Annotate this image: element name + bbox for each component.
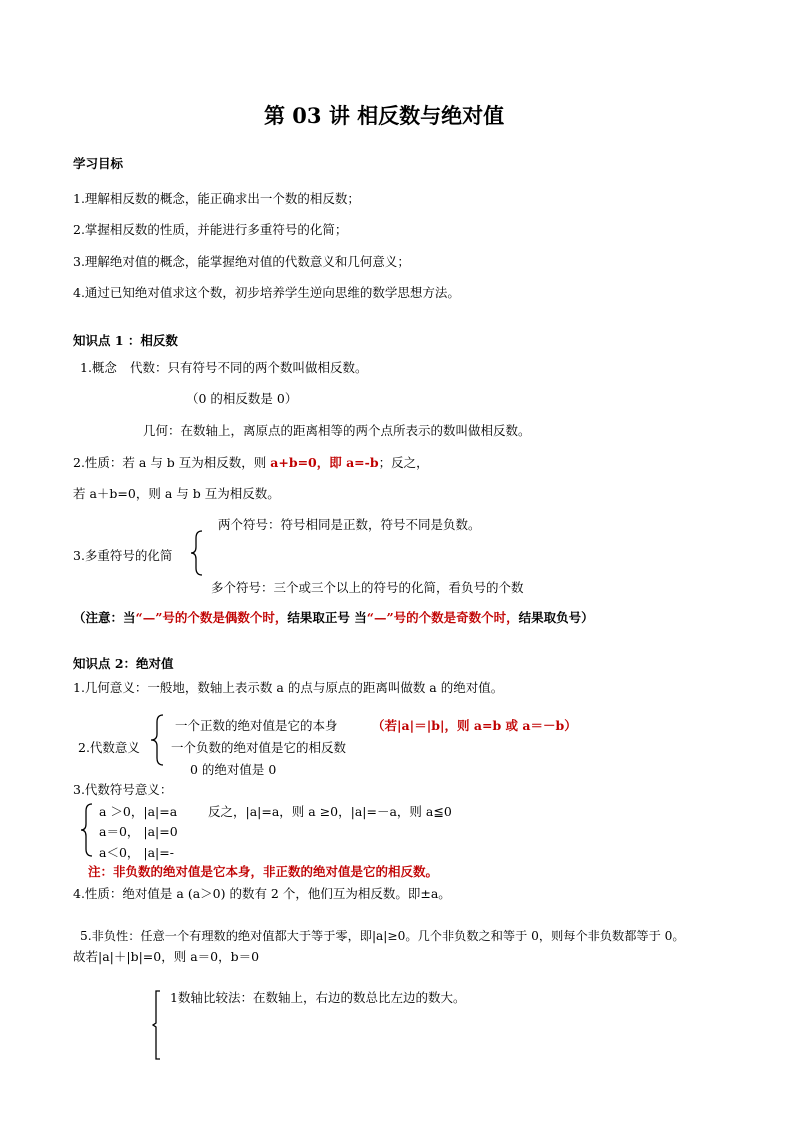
left-brace-icon: [152, 990, 162, 1060]
left-brace-icon: [80, 803, 94, 857]
property-line: [73, 455, 429, 471]
algebraic-meaning-label: 2.代数意义: [78, 740, 140, 755]
positive-abs-rule: 一个正数的绝对值是它的本身: [175, 718, 338, 733]
multi-signs-rule: 多个符号：三个或三个以上的符号的化简，看负号的个数: [211, 580, 524, 595]
number-line-comparison: 1数轴比较法：在数轴上，右边的数总比左边的数大。: [170, 990, 466, 1005]
note-even: “—”号的个数是偶数个时，: [135, 610, 288, 625]
zero-opposite-note: （0 的相反数是 0）: [186, 391, 298, 406]
goals-heading: 学习目标: [73, 156, 124, 171]
concept-geometry: 几何：在数轴上，离原点的距离相等的两个点所表示的数叫做相反数。: [143, 423, 531, 438]
sign-count-note: [73, 610, 594, 626]
property-formula: a+b=0，即 a=-b: [270, 455, 379, 470]
note-odd: “—”号的个数是奇数个时，: [366, 610, 519, 625]
two-signs-rule: 两个符号：符号相同是正数，符号不同是负数。: [218, 517, 481, 532]
goal-item: 4.通过已知绝对值求这个数，初步培养学生逆向思维的数学思想方法。: [73, 285, 460, 300]
sign-meaning-heading: 3.代数符号意义：: [73, 782, 173, 797]
goal-item: 2.掌握相反数的性质，并能进行多重符号的化简；: [73, 222, 348, 237]
property-suffix: ；反之，: [378, 455, 429, 470]
abs-equal-note: （若|a|＝|b|，则 a=b 或 a＝－b）: [372, 718, 577, 733]
note-text: 结果取负号）: [518, 610, 594, 625]
zero-abs-rule: 0 的绝对值是 0: [190, 762, 277, 777]
goal-item: 1.理解相反数的概念，能正确求出一个数的相反数；: [73, 191, 360, 206]
sign-case-zero: a＝0， |a|=0: [99, 824, 178, 839]
sign-converse: 反之，|a|=a，则 a ≥0，|a|=－a，则 a≦0: [208, 804, 452, 819]
section-heading-opposite-numbers: 知识点 1 ：相反数: [73, 333, 178, 348]
property-prefix: 2.性质：若 a 与 b 互为相反数，则: [73, 455, 271, 470]
page-title: 第 03 讲 相反数与绝对值: [264, 103, 505, 128]
non-negativity-conclusion: 故若|a|＋|b|=0，则 a＝0，b＝0: [73, 949, 260, 964]
geometric-meaning: 1.几何意义：一般地，数轴上表示数 a 的点与原点的距离叫做数 a 的绝对值。: [73, 680, 504, 695]
nonnegative-note: 注：非负数的绝对值是它本身，非正数的绝对值是它的相反数。: [88, 864, 439, 879]
multi-sign-label: 3.多重符号的化简: [73, 548, 173, 563]
concept-label: 1.概念: [80, 360, 117, 375]
sign-case-positive: a ＞0，|a|=a: [99, 804, 178, 819]
sign-case-negative: a＜0， |a|=-: [99, 845, 174, 860]
goal-item: 3.理解绝对值的概念，能掌握绝对值的代数意义和几何意义；: [73, 254, 410, 269]
left-brace-icon: [190, 530, 204, 576]
negative-abs-rule: 一个负数的绝对值是它的相反数: [171, 740, 347, 755]
property-converse: 若 a＋b=0，则 a 与 b 互为相反数。: [73, 486, 280, 501]
note-text: 结果取正号 当: [287, 610, 367, 625]
section-heading-absolute-value: 知识点 2：绝对值: [73, 656, 174, 671]
non-negativity: 5.非负性：任意一个有理数的绝对值都大于等于零，即|a|≥0。几个非负数之和等于 0，则每个非负数都等于 0。: [80, 929, 685, 943]
note-text: （注意：当: [73, 610, 136, 625]
concept-algebra: 代数：只有符号不同的两个数叫做相反数。: [130, 360, 368, 375]
abs-property: 4.性质：绝对值是 a (a＞0) 的数有 2 个，他们互为相反数。即±a。: [73, 886, 451, 901]
left-brace-icon: [150, 714, 166, 766]
